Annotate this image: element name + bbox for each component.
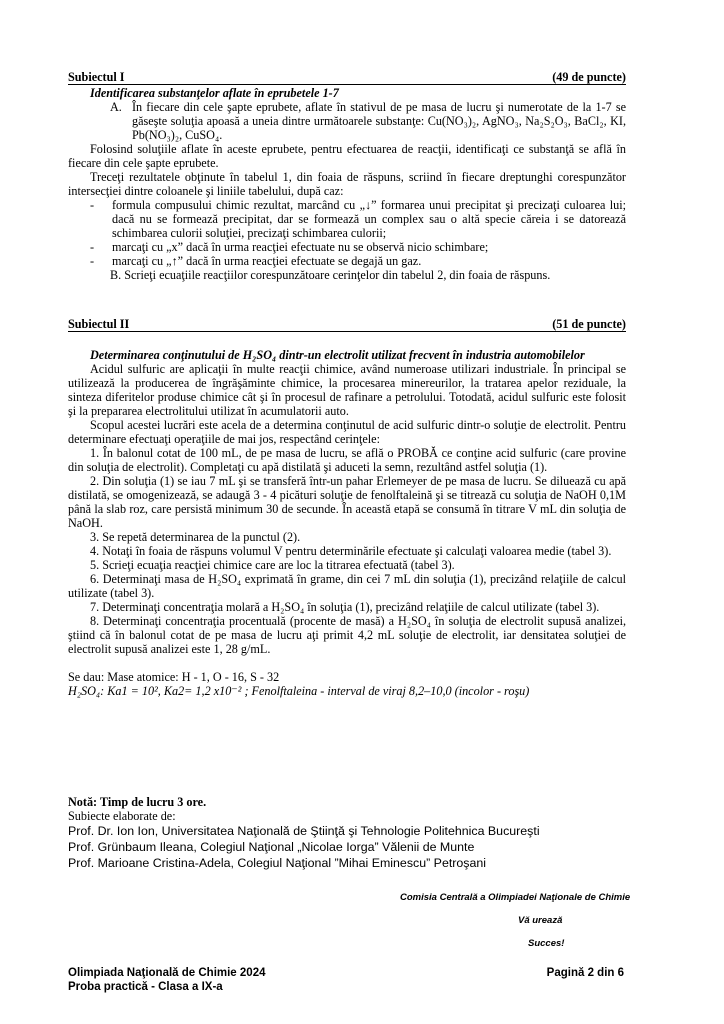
note-subtitle: Subiecte elaborate de:: [68, 809, 176, 823]
given-constants: H₂SO₄: Ka1 = 10², Ka2= 1,2 x10⁻² ; Fenolftaleina - interval de viraj 8,2–10,0 (incolor - roşu): [68, 684, 530, 698]
subject-1-body: [68, 86, 626, 282]
author: Prof. Dr. Ion Ion, Universitatea Naţională de Ştiinţă şi Tehnologie Politehnica Bucureşti: [68, 824, 540, 838]
item-a: [68, 100, 626, 142]
given-data: Se dau: Mase atomice: H - 1, O - 16, S - 32: [68, 670, 280, 684]
list-item: - marcaţi cu „↑” dacă în urma reacţiei efectuate se degajă un gaz.: [90, 254, 422, 268]
step: 1. În balonul cotat de 100 mL, de pe masa de lucru, se află o PROBĂ ce conţine acid sulfuric (care provine din soluţia de electrolit). Completaţi cu apă distilată şi aduceti la semn, rezultând astfel soluţia (1).: [68, 446, 626, 474]
paragraph: Folosind soluţiile aflate în aceste eprubete, pentru efectuarea de reacţii, identificaţi ce substanţă se află în fiecare din cele şapte eprubete.: [68, 142, 626, 170]
step: 6. Determinaţi masa de H₂SO₄ exprimată în grame, din cei 7 mL din soluţia (1), precizând relaţiile de calcul utilizate (tabel 3).: [68, 572, 626, 600]
footer-page-number: Pagină 2 din 6: [546, 967, 624, 979]
closing-line: Succes!: [528, 938, 565, 949]
footer-olympiad: Olimpiada Naţională de Chimie 2024: [68, 967, 266, 979]
author: Prof. Marioane Cristina-Adela, Colegiul Naţional ”Mihai Eminescu” Petroşani: [68, 856, 487, 870]
step: 2. Din soluţia (1) se iau 7 mL şi se transferă într-un pahar Erlemeyer de pe masa de lucru. Se diluează cu apă distilată, se omogenizează, se adaugă 3 - 4 picături soluţie de fenolftaleină şi se titrează cu soluţia de NaOH 0,1M până la slab roz, care persistă minimum 30 de secunde. În această etapă se consumă în titrare V mL din soluţia de NaOH.: [68, 474, 626, 530]
section-points: (49 de puncte): [552, 70, 626, 84]
section-title: Subiectul II: [68, 317, 130, 331]
section-points: (51 de puncte): [552, 317, 626, 331]
closing-line: Vă urează: [518, 915, 563, 926]
step: 3. Se repetă determinarea de la punctul (2).: [90, 530, 301, 544]
item-b-text: B. Scrieţi ecuaţiile reacţiilor corespunzătoare cerinţelor din tabelul 2, din foaia de răspuns.: [110, 268, 551, 282]
item-a-text: În fiecare din cele şapte eprubete, aflate în stativul de pe masa de lucru şi numerotate de la 1-7 se găseşte soluţia apoasă a uneia dintre următoarele substanţe: Cu(NO₃)₂, AgNO₃, Na₂S₂O₃, BaCl₂, KI, Pb(NO₃)₂, CuSO₄.: [132, 100, 626, 142]
paragraph: Treceţi rezultatele obţinute în tabelul 1, din foaia de răspuns, scriind în fiecare dreptunghi corespunzător intersecţiei dintre coloanele şi liniile tabelului, după caz:: [68, 170, 626, 198]
footer-test: Proba practică - Clasa a IX-a: [68, 981, 223, 993]
section-header-1: [68, 70, 626, 85]
section-header-2: [68, 317, 626, 332]
subject-2-body: [68, 348, 626, 698]
subject-2-heading: Determinarea conţinutului de H₂SO₄ dintr-un electrolit utilizat frecvent în industria automobilelor: [90, 348, 585, 362]
note-block: [68, 795, 668, 871]
step: 4. Notaţi în foaia de răspuns volumul V pentru determinările efectuate şi calculaţi valoarea medie (tabel 3).: [90, 544, 612, 558]
subject-1-heading: Identificarea substanţelor aflate în eprubetele 1-7: [90, 86, 339, 100]
list-item: - marcaţi cu „x” dacă în urma reacţiei efectuate nu se observă nicio schimbare;: [90, 240, 489, 254]
step: 8. Determinaţi concentraţia procentuală (procente de masă) a H₂SO₄ în soluţia de electrolit supusă analizei, ştiind că în balonul cotat de pe masa de lucru aţi primit 4,2 mL soluţie de electrolit, iar densitatea soluţiei de electrolit supusă analizei este 1, 28 g/mL.: [68, 614, 626, 656]
paragraph: Acidul sulfuric are aplicaţii în multe reacţii chimice, având numeroase utilizari industriale. În principal se utilizează la producerea de îngrăşăminte chimice, la procesarea minereurilor, la tratarea apelor reziduale, la sinteza diferitelor produse chimice cât şi în procesul de rafinare a petrolului. Totodată, acidul sulfuric este folosit şi la prepararea electrolitului utilizat în acumulatorii auto.: [68, 362, 626, 418]
author: Prof. Grünbaum Ileana, Colegiul Naţional „Nicolae Iorga” Vălenii de Munte: [68, 840, 475, 854]
step: 5. Scrieţi ecuaţia reacţiei chimice care are loc la titrarea efectuată (tabel 3).: [90, 558, 455, 572]
list-item: - formula compusului chimic rezultat, marcând cu „↓” formarea unui precipitat şi precizaţi culoarea lui; dacă nu se formează precipitat, dar se formează un complex sau o altă specie căreia i se datorează schimbarea culorii soluţiei, precizaţi schimbarea culorii;: [90, 198, 626, 240]
item-a-label: A.: [110, 100, 122, 114]
paragraph: Scopul acestei lucrări este acela de a determina conţinutul de acid sulfuric dintr-o soluţie de electrolit. Pentru determinare efectuaţi operaţiile de mai jos, respectând cerinţele:: [68, 418, 626, 446]
section-title: Subiectul I: [68, 70, 125, 84]
step: 7. Determinaţi concentraţia molară a H₂SO₄ în soluţia (1), precizând relaţiile de calcul utilizate (tabel 3).: [90, 600, 600, 614]
closing-line: Comisia Centrală a Olimpiadei Naţionale de Chimie: [400, 892, 631, 903]
note-title: Notă: Timp de lucru 3 ore.: [68, 795, 207, 809]
